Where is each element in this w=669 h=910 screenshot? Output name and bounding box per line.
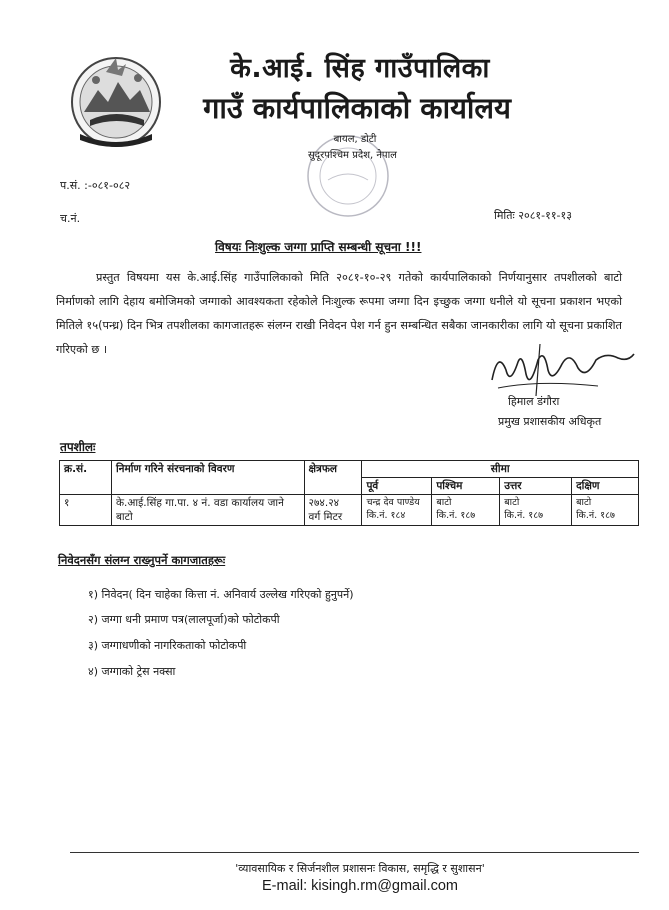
footer-divider — [70, 852, 639, 853]
signature-icon — [478, 340, 638, 402]
column-header-west: पश्चिम — [432, 478, 500, 495]
dispatch-number: च.नं. — [60, 212, 81, 225]
cell-west — [432, 495, 500, 526]
details-table — [59, 460, 639, 526]
municipality-title: के.आई. सिंह गाउँपालिका — [230, 53, 490, 84]
north-owner: बाटो — [504, 497, 520, 508]
list-item: ४) जग्गाको ट्रेस नक्सा — [88, 665, 176, 678]
office-title: गाउँ कार्यपालिकाको कार्यालय — [203, 91, 511, 125]
letter-date: मितिः २०८१-११-१३ — [494, 209, 572, 222]
cell-east — [362, 495, 432, 526]
area-unit: वर्ग मिटर — [308, 511, 343, 523]
subject-line: विषयः निःशुल्क जग्गा प्राप्ति सम्बन्धी सूचना !!! — [215, 240, 422, 254]
reference-number: प.सं. :-०८१-०८२ — [60, 179, 131, 192]
cell-south — [572, 495, 639, 526]
footer-email: E-mail: kisingh.rm@gmail.com — [261, 878, 458, 894]
column-header-east: पूर्व — [362, 478, 432, 495]
details-heading: तपशीलः — [60, 440, 96, 454]
area-value: २७४.२४ — [308, 497, 340, 509]
cell-description: के.आई.सिंह गा.पा. ४ नं. वडा कार्यालय जाने बाटो — [111, 495, 304, 526]
list-item: १) निवेदन( दिन चाहेका कित्ता नं. अनिवार्य उल्लेख गरिएको हुनुपर्ने) — [88, 588, 354, 601]
column-header-boundary: सीमा — [362, 461, 639, 478]
west-plot: कि.नं. १८७ — [436, 510, 476, 521]
body-paragraph: प्रस्तुत विषयमा यस के.आई.सिंह गाउँपालिकाको मिति २०८१-१०-२९ गतेको कार्यपालिकाको निर्णयानुसार तपशीलको बाटो निर्माणको लागि देहाय बमोजिमको जग्गाको आवश्यकता रहेकोले निःशुल्क रूपमा जग्गा दिन इच्छुक जग्गा धनीले यो सूचना प्रकाशन भएको मितिले १५(पन्ध्र) दिन भित्र तपशीलका कागजातहरू संलग्न राखी निवेदन पेश गर्न हुन सम्बन्धित सबैका जानकारीका लागि यो सूचना प्रकाशित गरिएको छ । — [56, 271, 622, 356]
address-line-1: बायल, डोटी — [333, 134, 377, 145]
government-emblem-icon — [66, 50, 166, 150]
column-header-area: क्षेत्रफल — [304, 461, 362, 495]
cell-north — [500, 495, 572, 526]
cell-sn: १ — [60, 495, 112, 526]
address-line-2: सुदूरपश्चिम प्रदेश, नेपाल — [308, 150, 397, 161]
signer-title: प्रमुख प्रशासकीय अधिकृत — [498, 415, 602, 428]
list-item: २) जग्गा धनी प्रमाण पत्र(लालपूर्जा)को फोटोकपी — [88, 613, 280, 626]
footer-slogan: 'व्यावसायिक र सिर्जनशील प्रशासनः विकास, समृद्धि र सुशासन' — [235, 862, 485, 875]
north-plot: कि.नं. १८७ — [504, 510, 544, 521]
signer-name: हिमाल डंगौरा — [508, 395, 560, 408]
east-plot: कि.नं. १८४ — [366, 510, 406, 521]
column-header-description: निर्माण गरिने संरचनाको विवरण — [111, 461, 304, 495]
south-plot: कि.नं. १८७ — [576, 510, 615, 521]
column-header-sn: क्र.सं. — [60, 461, 112, 495]
cell-area — [304, 495, 362, 526]
list-item: ३) जग्गाधणीको नागरिकताको फोटोकपी — [88, 639, 247, 652]
south-owner: बाटो — [576, 497, 592, 508]
east-owner: चन्द्र देव पाण्डेय — [366, 497, 420, 508]
table-row — [60, 495, 639, 526]
column-header-south: दक्षिण — [572, 478, 639, 495]
west-owner: बाटो — [436, 497, 452, 508]
documents-heading: निवेदनसँग संलग्न राख्नुपर्ने कागजातहरूः — [58, 553, 226, 567]
table-header-row — [60, 461, 639, 478]
column-header-north: उत्तर — [500, 478, 572, 495]
